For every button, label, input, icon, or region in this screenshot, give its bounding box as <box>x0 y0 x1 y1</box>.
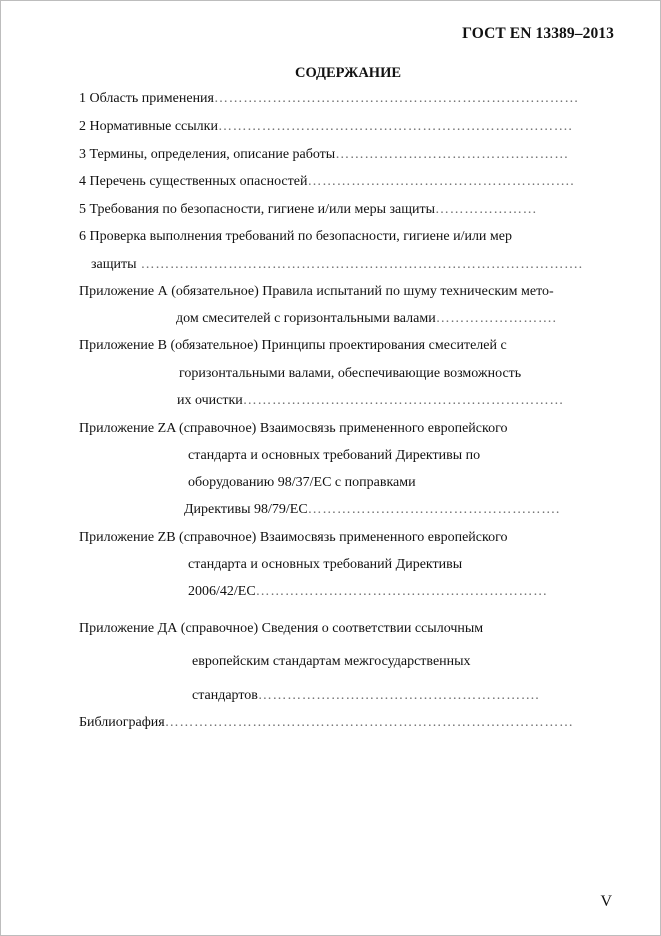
toc-entry-annex-za[interactable] <box>79 420 507 438</box>
toc-entry-label: Библиография <box>79 715 165 730</box>
toc-entry-annex-za-cont <box>188 474 416 492</box>
toc-entry-hazards[interactable] <box>79 173 574 191</box>
toc-entry-label: Приложение ДА (справочное) Сведения о соответствии ссылочным <box>79 621 484 636</box>
toc-entry-annex-a-cont <box>176 310 557 328</box>
toc-entry-verification-cont <box>91 256 583 274</box>
leader-dots: ………………………………………………. <box>307 174 575 189</box>
toc-entry-annex-za-cont <box>188 447 480 465</box>
toc-entry-label: европейским стандартам межгосударственных <box>192 654 471 669</box>
toc-entry-label: оборудованию 98/37/ЕС с поправками <box>188 475 416 490</box>
toc-entry-annex-b-cont <box>177 392 564 410</box>
leader-dots: ………………………………………………………………. <box>217 119 573 134</box>
toc-entry-bibliography[interactable] <box>79 714 574 732</box>
toc-entry-label: горизонтальными валами, обеспечивающие возможность <box>179 366 522 381</box>
leader-dots: ………………………………………………………… <box>242 393 564 408</box>
toc-entry-label: 2006/42/ЕС <box>188 584 256 599</box>
toc-entry-label: стандарта и основных требований Директивы по <box>188 448 481 463</box>
leader-dots: ………………………………………………………………………………. <box>136 257 583 272</box>
toc-entry-annex-da-cont <box>192 687 539 705</box>
leader-dots: …………………………………………………… <box>255 584 548 599</box>
toc-entry-annex-b-cont <box>179 365 521 383</box>
toc-entry-annex-zb-cont <box>188 556 462 574</box>
toc-entry-label: стандартов <box>192 688 258 703</box>
page-number: V <box>600 893 612 910</box>
toc-entry-annex-da-cont <box>192 653 471 671</box>
toc-entry-label: защиты <box>91 257 137 272</box>
toc-entry-annex-zb-cont <box>188 583 548 601</box>
toc-entry-label: Приложение А (обязательное) Правила испытаний по шуму техническим мето- <box>79 284 554 299</box>
toc-entry-label: Приложение ZB (справочное) Взаимосвязь примененного европейского <box>79 530 508 545</box>
toc-entry-verification[interactable] <box>79 228 512 246</box>
toc-entry-requirements[interactable] <box>79 201 537 219</box>
toc-entry-label: Приложение В (обязательное) Принципы проектирования смесителей с <box>79 338 507 353</box>
toc-entry-label: их очистки <box>177 393 243 408</box>
toc-entry-label: 5 Требования по безопасности, гигиене и/или меры защиты <box>79 202 436 217</box>
toc-entry-label: стандарта и основных требований Директивы <box>188 557 463 572</box>
toc-entry-label: 4 Перечень существенных опасностей <box>79 174 308 189</box>
toc-entry-annex-b[interactable] <box>79 337 507 355</box>
leader-dots: ………………………………………… <box>335 147 569 162</box>
toc-entry-annex-a[interactable] <box>79 283 554 301</box>
toc-entry-annex-zb[interactable] <box>79 529 507 547</box>
toc-entry-label: 6 Проверка выполнения требований по безопасности, гигиене и/или мер <box>79 229 513 244</box>
toc-entry-terms[interactable] <box>79 146 569 164</box>
toc-entry-label: 2 Нормативные ссылки <box>79 119 218 134</box>
toc-entry-label: Приложение ZA (справочное) Взаимосвязь примененного европейского <box>79 421 508 436</box>
leader-dots: …………………………………………………. <box>257 688 540 703</box>
leader-dots: ………………………………………………………………… <box>214 91 579 106</box>
toc-entry-label: 3 Термины, определения, описание работы <box>79 147 336 162</box>
standard-code: ГОСТ EN 13389–2013 <box>462 25 614 42</box>
leader-dots: ……………………………………………. <box>307 502 560 517</box>
toc-entry-label: Директивы 98/79/ЕС <box>184 502 308 517</box>
toc-entry-label: дом смесителей с горизонтальными валами <box>176 311 436 326</box>
toc-entry-annex-za-cont <box>184 501 560 519</box>
leader-dots: ………………… <box>435 202 538 217</box>
toc-entry-annex-da[interactable] <box>79 620 483 638</box>
leader-dots: ……………………. <box>435 311 557 326</box>
toc-entry-scope[interactable] <box>79 90 579 108</box>
page-title: СОДЕРЖАНИЕ <box>294 65 402 81</box>
toc-entry-references[interactable] <box>79 118 572 136</box>
toc-entry-label: 1 Область применения <box>79 91 214 106</box>
leader-dots: ………………………………………………………………………… <box>164 715 574 730</box>
